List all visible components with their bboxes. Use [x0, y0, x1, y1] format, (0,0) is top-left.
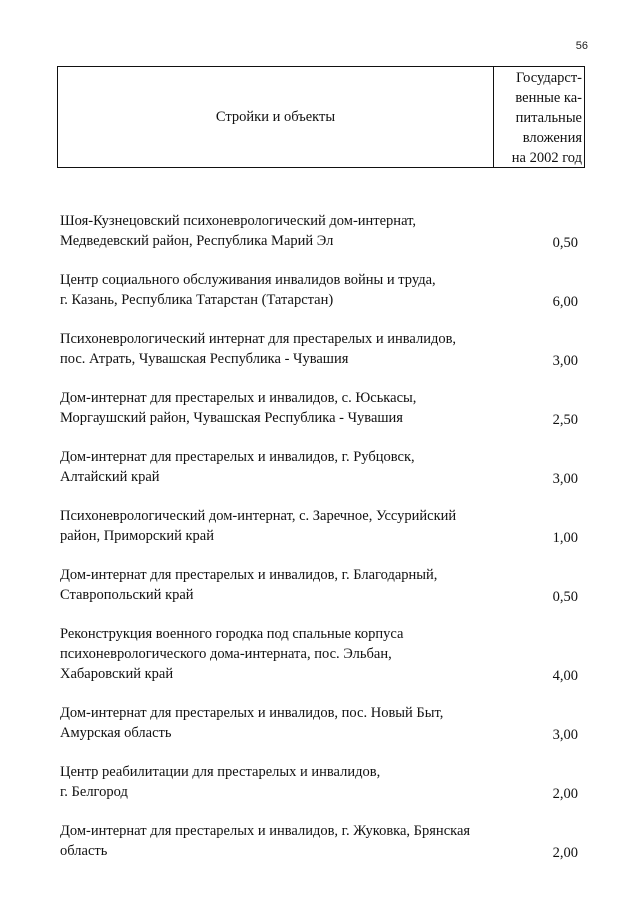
entry-name: Дом-интернат для престарелых и инвалидов, г. Рубцовск, Алтайский край: [60, 449, 415, 485]
entry-name: Дом-интернат для престарелых и инвалидов, с. Юськасы, Моргаушский район, Чувашская Республика - Чувашия: [60, 390, 417, 426]
list-item: [60, 447, 578, 487]
entry-name: Центр социального обслуживания инвалидов войны и труда, г. Казань, Республика Татарстан (Татарстан): [60, 272, 436, 308]
entry-value: 0,50: [552, 235, 578, 251]
list-item: [60, 821, 578, 861]
table-header: [57, 66, 585, 168]
list-item: [60, 270, 578, 310]
entry-name: Дом-интернат для престарелых и инвалидов, г. Жуковка, Брянская область: [60, 823, 471, 859]
entry-name: Дом-интернат для престарелых и инвалидов, г. Благодарный, Ставропольский край: [60, 567, 438, 603]
entry-name: Шоя-Кузнецовский психоневрологический дом-интернат, Медведевский район, Республика Марий Эл: [60, 213, 417, 249]
list-item: [60, 762, 578, 802]
entry-value: 2,00: [552, 845, 578, 861]
list-item: [60, 703, 578, 743]
list-item: [60, 388, 578, 428]
entry-value: 3,00: [552, 727, 578, 743]
entry-value: 0,50: [552, 589, 578, 605]
list-item: [60, 506, 578, 546]
entry-value: 3,00: [552, 353, 578, 369]
entry-value: 4,00: [552, 668, 578, 684]
entry-name: Центр реабилитации для престарелых и инвалидов, г. Белгород: [60, 764, 381, 800]
list-item: [60, 565, 578, 605]
list-item: [60, 211, 578, 251]
column-header-investments: Государст- венные ка- питальные вложения на 2002 год: [511, 70, 582, 166]
list-item: [60, 329, 578, 369]
entry-value: 1,00: [552, 530, 578, 546]
entry-name: Психоневрологический интернат для престарелых и инвалидов, пос. Атрать, Чувашская Республика - Чувашия: [60, 331, 457, 367]
entry-name: Реконструкция военного городка под спальные корпуса психоневрологического дома-интерната, пос. Эльбан, Хабаровский край: [60, 626, 404, 682]
column-header-objects: Стройки и объекты: [58, 67, 494, 167]
entry-value: 6,00: [552, 294, 578, 310]
page-number: 56: [575, 40, 588, 52]
entries-list: [60, 192, 578, 861]
entry-value: 3,00: [552, 471, 578, 487]
entry-value: 2,50: [552, 412, 578, 428]
entry-name: Дом-интернат для престарелых и инвалидов, пос. Новый Быт, Амурская область: [60, 705, 444, 741]
list-item: [60, 624, 578, 684]
entry-name: Психоневрологический дом-интернат, с. Заречное, Уссурийский район, Приморский край: [60, 508, 457, 544]
entry-value: 2,00: [552, 786, 578, 802]
